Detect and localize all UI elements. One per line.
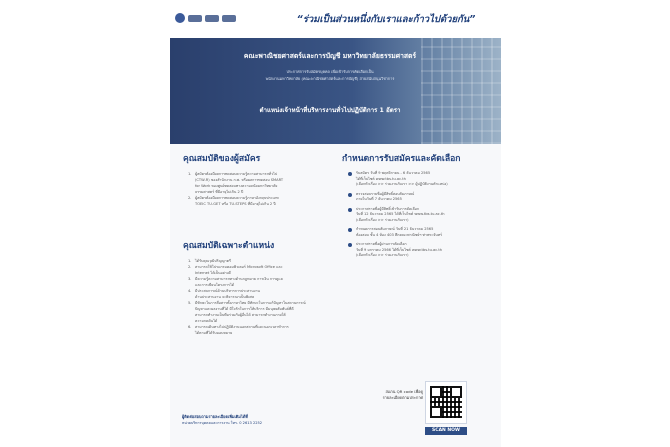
item-text: ปัญหาและผลงานที่ได้ มีใจรักในการให้บริการ มีมนุษยสัมพันธ์ที่ดี [195,307,294,311]
schedule-text: (เลือกหัวเรื่อง >> ร่วมงานกับเรา) [356,253,409,257]
list-item [188,171,338,195]
item-number: 3. [188,277,192,281]
scan-line: รายละเอียดตามประกาศ [382,394,423,400]
schedule-text: รับสมัคร วันที่ 9 พฤศจิกายน - 6 ธันวาคม 2565 [356,171,431,175]
announcement-line: ประกาศการรับสมัครบุคคล เพื่อเข้ารับการคัดเลือกเป็น [286,69,374,74]
faculty-name: คณะพาณิชยศาสตร์และการบัญชี มหาวิทยาลัยธรรมศาสตร์ [243,52,417,60]
item-number: 4. [188,289,192,293]
item-text: ด้านประสานงาน จะพิจารณาเป็นพิเศษ [195,295,255,299]
list-item [188,195,338,207]
position-title: ตำแหน่งเจ้าหน้าที่บริหารงานทั่วไปปฏิบัติการ 1 อัตรา [259,107,401,114]
schedule-text: ประกาศรายชื่อผู้มีสิทธิ์เข้ารับการคัดเลือก [356,206,420,211]
schedule-title: กำหนดการรับสมัครและคัดเลือก [342,154,461,164]
qr-code[interactable] [425,381,467,424]
item-number: 2. [188,265,192,269]
position-qualifications-list [188,258,340,336]
footer-line: ผู้ติดต่อสอบถามรายละเอียดเพิ่มเติมได้ที่ [182,414,248,419]
scan-instructions [375,389,423,400]
schedule-text: วันที่ 9 มกราคม 2566 ได้ที่เว็บไซต์ www.tbs.tu.ac.th [356,247,443,252]
schedule-text: ภายในวันที่ 7 ธันวาคม 2565 [356,197,402,201]
item-text: ได้ตามที่ได้รับมอบหมาย [195,331,233,335]
schedule-item [348,192,496,203]
item-number: 6. [188,325,192,329]
item-text: Internet ได้เป็นอย่างดี [195,271,231,275]
list-item [188,324,340,336]
schedule-item [348,207,496,224]
list-item [188,264,340,276]
item-number: 2. [188,196,192,200]
scan-now-button[interactable]: SCAN NOW [425,427,467,435]
item-text: ได้รับคุณวุฒิปริญญาตรี [195,259,231,263]
university-logo [175,13,185,23]
item-text: for Work ของศูนย์ทดสอบทางความถนัดมหาวิทยาลัย [195,184,278,188]
item-text: สามารถใช้โปรแกรมคอมพิวเตอร์ Microsoft Office และ [195,265,283,269]
schedule-text: ได้ที่เว็บไซต์ www.tbs.tu.ac.th [356,176,406,181]
item-text: สามารถทำงานเป็นทีมร่วมกับผู้อื่นได้ สามารถทำงานภายใต้ [195,313,286,317]
list-item [188,300,340,324]
schedule-item [348,171,496,188]
position-qualifications-title: คุณสมบัติเฉพาะตำแหน่ง [183,241,275,251]
contact-footer [182,414,262,426]
applicant-qualifications-title: คุณสมบัติของผู้สมัคร [183,154,261,164]
announcement-text [210,68,450,82]
schedule-text: ตรวจสอบรายชื่อผู้มีสิทธิ์สอบสัมภาษณ์ [356,191,415,196]
list-item [188,288,340,300]
qr-finder [430,386,442,398]
schedule-list [348,171,496,263]
job-poster [170,0,501,447]
item-text: สามารถเดินทางไปปฏิบัติงานนอกสถานที่และนอกเวลาทำการ [195,325,289,329]
schedule-text: ห้องสอบ ชั้น 4 ห้อง 403 ตึกคณะพาณิชย์ฯ ท่าพระจันทร์ [356,232,443,237]
bullet-icon [348,208,352,212]
bullet-icon [348,193,352,197]
schedule-text: วันที่ 12 ธันวาคม 2565 ได้ที่เว็บไซต์ www.tbs.tu.ac.th [356,212,445,216]
list-item [188,276,340,288]
item-text: TOEIC TU-GET หรือ TU-STEPS ที่มีอายุไม่เกิน 2 ปี [195,202,276,206]
item-number: 1. [188,172,192,176]
item-text: มีประสบการณ์ด้านบริหารการประสานงาน [195,289,260,293]
aacsb-logo [188,15,202,22]
item-text: ธรรมศาสตร์ ที่มีอายุไม่เกิน 2 ปี [195,190,244,194]
poster-headline: “ร่วมเป็นส่วนหนึ่งกับเราและก้าวไปด้วยกัน” [296,14,476,25]
scan-line: สแกน QR code เพื่อดู [385,389,423,394]
bullet-icon [348,228,352,232]
item-text: และการเขียนโครงการได้ [195,283,235,287]
header-bar [170,0,501,40]
item-text: มีทักษะในการสื่อสารทั้งภาษาไทย มีทักษะในการแก้ปัญหาในสถานการณ์ [195,301,306,305]
schedule-text: กำหนดการสอบสัมภาษณ์ วันที่ 21 ธันวาคม 2565 [356,227,434,231]
item-number: 1. [188,259,192,263]
announcement-line: พนักงานมหาวิทยาลัย (คณะพาณิชยศาสตร์และการบัญชี) สายสนับสนุนวิชาการ [265,76,395,81]
equis-logo [205,15,219,22]
item-text: ความกดดันได้ [195,319,218,323]
qr-finder [450,386,462,398]
qr-finder [430,406,442,418]
applicant-qualifications-list [188,171,338,207]
bullet-icon [348,243,352,247]
item-text: ผู้สมัครต้องมีผลการทดสอบความรู้ภาษาอังกฤษประเภท [195,196,279,200]
schedule-text: ประกาศรายชื่อผู้ผ่านการคัดเลือก [356,242,407,246]
schedule-item [348,227,496,238]
bullet-icon [348,172,352,176]
item-number: 5. [188,301,192,305]
schedule-text: (เลือกหัวเรื่อง >> ร่วมงานกับเรา >> ผู้ปฏิบัติงานตำแหน่ง) [356,182,448,186]
item-text: (CTW-R) ของสำนักงาน ก.พ. หรือผลการทดสอบ SMART [195,178,284,182]
schedule-text: (เลือกหัวเรื่อง >> ร่วมงานกับเรา) [356,217,409,222]
schedule-item [348,242,496,259]
amba-logo [222,15,236,22]
logo-row [175,13,236,23]
item-text: ผู้สมัครต้องมีผลการทดสอบความรู้ความสามารถทั่วไป [195,172,278,176]
item-text: มีความรู้ความสามารถทางด้านกฎหมาย การเงิน การดูแล [195,277,283,281]
footer-line: หน่วยบริหารบุคคลและการงาน โทร. 0 2613 2252 [182,421,263,425]
